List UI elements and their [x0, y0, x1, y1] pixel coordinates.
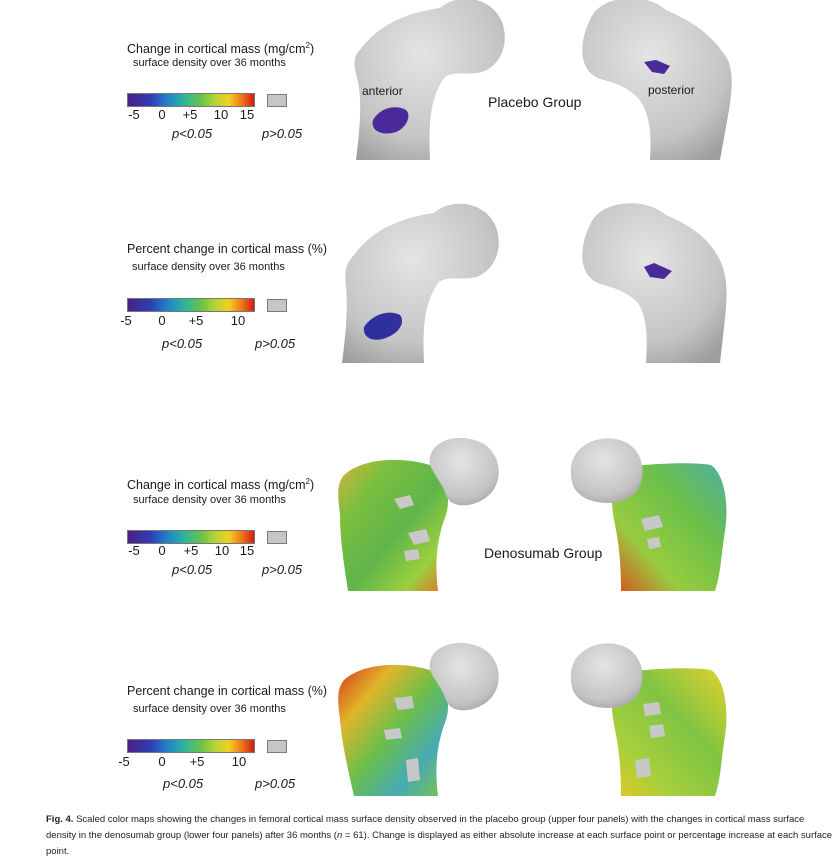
panel1-nonsig-label: p>0.05: [262, 126, 303, 141]
panel3-tick: 10: [214, 543, 230, 558]
femur-anterior-denosumab-abs: [334, 435, 514, 595]
panel4-tick: 10: [231, 754, 247, 769]
panel3-tick: 15: [239, 543, 255, 558]
anterior-label: anterior: [362, 84, 403, 98]
panel3-nonsig-label: p>0.05: [262, 562, 303, 577]
placebo-group-label: Placebo Group: [488, 94, 582, 110]
figure-caption: Fig. 4. Scaled color maps showing the changes in femoral cortical mass surface density observed in the placebo group (upper four panels) with the changes in cortical mass surface density in the denosumab group (lower four panels) after 36 months (n = 61). Change is displayed as either absolute increase at each surface point or percentage increase at each surface point.: [46, 814, 833, 857]
panel2-tick: -5: [120, 313, 132, 328]
panel4-nonsig-swatch: [267, 740, 287, 753]
panel1-colorbar: [127, 93, 255, 107]
femur-anterior-placebo-abs: [340, 0, 510, 162]
femur-posterior-placebo-abs: [560, 0, 740, 162]
panel4-colorbar: [127, 739, 255, 753]
panel1-subtitle: surface density over 36 months: [133, 57, 286, 69]
panel4-nonsig-label: p>0.05: [255, 776, 296, 791]
panel4-sig-label: p<0.05: [163, 776, 204, 791]
nonsig-patch: [384, 728, 402, 740]
panel4-subtitle: surface density over 36 months: [133, 703, 286, 715]
panel3-colorbar: [127, 530, 255, 544]
panel3-tick: -5: [128, 543, 140, 558]
nonsig-patch: [643, 702, 661, 716]
panel3-sig-label: p<0.05: [172, 562, 213, 577]
panel2-sig-label: p<0.05: [162, 336, 203, 351]
panel1-title: Change in cortical mass $(mg/cm^2)$: [127, 41, 315, 57]
panel4-tick: +5: [189, 754, 205, 769]
panel1-tick: 10: [213, 107, 229, 122]
femur-anterior-denosumab-pct: [334, 640, 514, 800]
nonsig-patch: [649, 724, 665, 738]
panel1-nonsig-swatch: [267, 94, 287, 107]
panel1-tick: 15: [239, 107, 255, 122]
femur-posterior-denosumab-abs: [565, 435, 745, 595]
panel3-title: Change in cortical mass $(mg/cm^2)$: [127, 477, 315, 493]
panel2-title: Percent change in cortical mass (%): [127, 242, 328, 256]
panel2-tick: +5: [188, 313, 204, 328]
panel2-nonsig-swatch: [267, 299, 287, 312]
panel2-subtitle: surface density over 36 months: [132, 261, 285, 273]
nonsig-patch: [635, 758, 651, 778]
denosumab-group-label: Denosumab Group: [484, 545, 603, 561]
panel3-tick: 0: [158, 543, 166, 558]
panel2-tick: 10: [230, 313, 246, 328]
panel4-tick: -5: [118, 754, 130, 769]
posterior-label: posterior: [648, 83, 695, 97]
panel3-subtitle: surface density over 36 months: [133, 494, 286, 506]
panel1-tick: +5: [182, 107, 198, 122]
femur-posterior-denosumab-pct: [565, 640, 745, 800]
figure-label: Fig. 4.: [46, 814, 74, 825]
panel2-tick: 0: [158, 313, 166, 328]
panel4-tick: 0: [158, 754, 166, 769]
panel4-title: Percent change in cortical mass (%): [127, 684, 328, 698]
panel3-nonsig-swatch: [267, 531, 287, 544]
panel2-nonsig-label: p>0.05: [255, 336, 296, 351]
nonsig-patch: [406, 758, 420, 782]
nonsig-patch: [647, 537, 661, 549]
panel1-sig-label: p<0.05: [172, 126, 213, 141]
panel2-colorbar: [127, 298, 255, 312]
femur-posterior-placebo-pct: [560, 205, 740, 365]
panel3-tick: +5: [183, 543, 199, 558]
panel1-tick: -5: [128, 107, 140, 122]
femur-anterior-placebo-pct: [334, 205, 504, 365]
panel1-tick: 0: [158, 107, 166, 122]
nonsig-patch: [404, 549, 420, 561]
